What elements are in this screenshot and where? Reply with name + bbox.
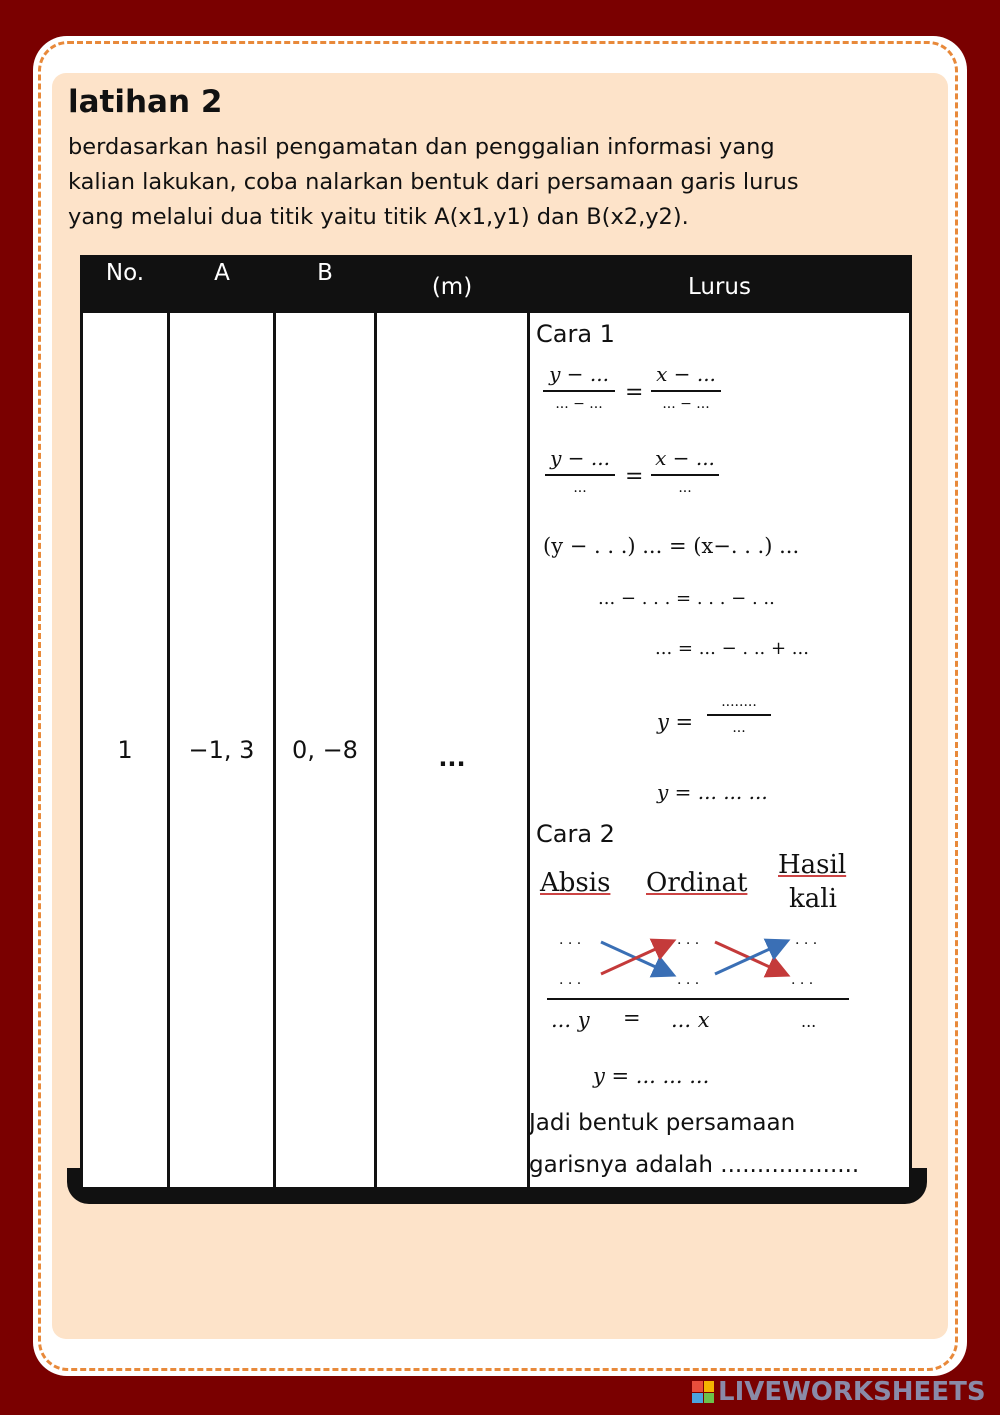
cara1-label: Cara 1 [536,320,615,348]
row-no: 1 [117,736,133,764]
dots: . . . [677,932,700,948]
result-constant: ... [801,1012,817,1031]
equals-sign: = [625,464,644,489]
dots: . . . [795,932,818,948]
equation-line: y = ... ... ... [657,780,768,804]
fraction [545,446,615,496]
row-point-a: −1, 3 [188,736,255,764]
numerator: ........ [707,694,771,716]
denominator: ... [678,480,692,496]
header-a: A [214,260,230,286]
result-y: ... y [551,1008,590,1032]
exercise-table [80,255,912,1190]
dots: . . . [559,932,582,948]
fraction [651,446,719,496]
sum-line [547,998,849,1000]
col-divider [527,258,530,1187]
equation-line: y = [657,710,694,734]
dots: . . . [677,972,700,988]
col-divider [374,258,377,1187]
table-header [83,258,909,313]
fraction [543,362,615,412]
intro-line-3: yang melalui dua titik yaitu titik A(x1,y1) dan B(x2,y2). [68,204,689,230]
header-no: No. [105,260,145,286]
logo-icon [692,1381,714,1403]
col-divider [167,258,170,1187]
dots: . . . [559,972,582,988]
exercise-title: latihan 2 [68,84,223,120]
numerator: y − ... [545,446,615,476]
row-gradient: ... [438,744,466,772]
intro-line-1: berdasarkan hasil pengamatan dan penggalian informasi yang [68,134,775,160]
result-x: ... x [671,1008,710,1032]
dots: . . . [791,972,814,988]
equation-line: (y − . . .) ... = (x−. . .) ... [543,534,800,558]
liveworksheets-logo [692,1377,986,1407]
denominator: ... − ... [662,396,710,412]
numerator: x − ... [651,446,719,476]
cara2-label: Cara 2 [536,820,615,848]
column-ordinat: Ordinat [646,868,748,898]
column-hasil: Hasil [778,850,847,880]
fraction [707,694,771,736]
intro-line-2: kalian lakukan, coba nalarkan bentuk dari persamaan garis lurus [68,169,799,195]
denominator: ... − ... [555,396,603,412]
equation-line: ... − . . . = . . . − . .. [598,588,775,609]
equals-sign: = [625,380,644,405]
row-point-b: 0, −8 [292,736,358,764]
col-divider [273,258,276,1187]
numerator: y − ... [543,362,615,392]
result-equals: = [623,1006,641,1030]
header-equation: Lurus [687,274,751,300]
final-equation: y = ... ... ... [593,1064,710,1088]
conclusion-line-1: Jadi bentuk persamaan [529,1110,796,1136]
header-b: B [317,260,333,286]
numerator: x − ... [651,362,721,392]
intro-text [68,130,920,235]
column-absis: Absis [540,868,611,898]
denominator: ... [573,480,587,496]
col-divider [909,258,912,1187]
logo-text: LIVEWORKSHEETS [718,1377,986,1407]
header-gradient: (m) [431,274,473,300]
equation-line: ... = ... − . .. + ... [655,638,809,659]
cross-multiply-arrows [593,932,823,982]
conclusion-line-2: garisnya adalah ................... [529,1152,860,1178]
column-kali: kali [789,884,837,914]
denominator: ... [732,720,746,736]
fraction [651,362,721,412]
